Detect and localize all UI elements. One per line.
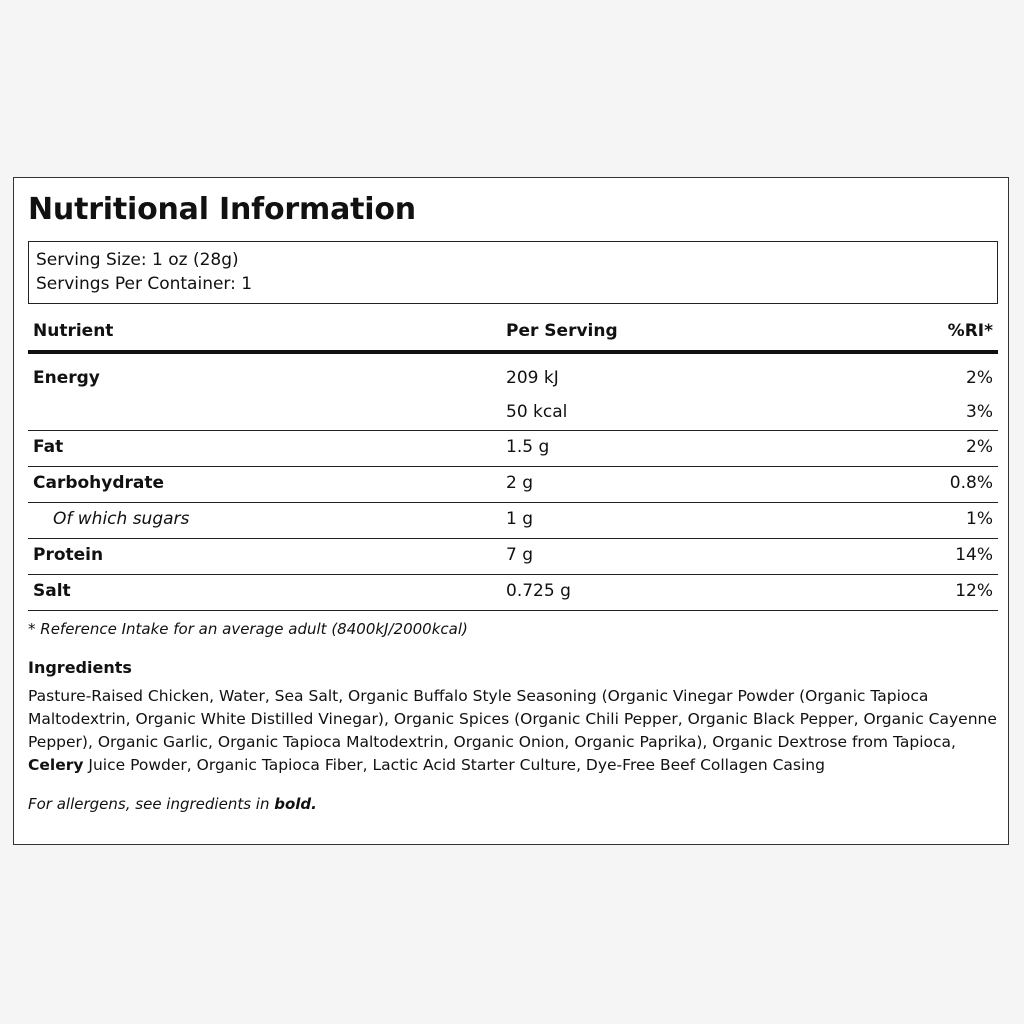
ingredients-line xyxy=(28,754,993,777)
table-row-sugars xyxy=(28,503,998,539)
table-row-protein xyxy=(28,539,998,575)
ingredients-line: Pasture-Raised Chicken, Water, Sea Salt, Organic Buffalo Style Seasoning (Organic Vinegar Powder (Organic Tapioca xyxy=(28,687,929,705)
allergen-note-bold: bold. xyxy=(274,795,317,813)
nutrient-ri: 12% xyxy=(955,581,993,601)
nutrition-table xyxy=(28,315,998,611)
table-row-salt xyxy=(28,575,998,611)
nutrient-per-serving: 1.5 g xyxy=(506,437,550,457)
ingredients-heading: Ingredients xyxy=(28,658,132,677)
nutrient-ri: 1% xyxy=(966,509,993,529)
nutrient-per-serving: 2 g xyxy=(506,473,534,493)
ingredients-text xyxy=(28,685,997,777)
table-row-fat xyxy=(28,431,998,467)
table-header xyxy=(28,315,998,354)
table-row-carbohydrate xyxy=(28,467,998,503)
allergen-note xyxy=(28,795,317,813)
reference-intake-footnote: * Reference Intake for an average adult (8400kJ/2000kcal) xyxy=(28,620,468,638)
serving-size: Serving Size: 1 oz (28g) xyxy=(36,250,239,270)
nutrient-ri: 0.8% xyxy=(949,473,993,493)
nutrient-name: Of which sugars xyxy=(53,509,190,529)
nutrient-per-serving: 7 g xyxy=(506,545,534,565)
ingredients-line: Pepper), Organic Garlic, Organic Tapioca Maltodextrin, Organic Onion, Organic Paprika), Organic Dextrose from Tapioca, xyxy=(28,733,956,751)
header-per-serving: Per Serving xyxy=(506,321,618,341)
ingredients-line-rest: Juice Powder, Organic Tapioca Fiber, Lactic Acid Starter Culture, Dye-Free Beef Collagen Casing xyxy=(83,756,825,774)
table-row-energy xyxy=(28,354,998,431)
page-title: Nutritional Information xyxy=(28,192,416,227)
allergen-note-prefix: For allergens, see ingredients in xyxy=(28,795,275,813)
nutrient-ri: 14% xyxy=(955,545,993,565)
nutrient-name: Fat xyxy=(33,437,64,457)
nutrient-per-serving: 1 g xyxy=(506,509,534,529)
energy-kj: 209 kJ xyxy=(506,368,559,388)
header-nutrient: Nutrient xyxy=(33,321,114,341)
nutrient-per-serving: 0.725 g xyxy=(506,581,571,601)
header-ri: %RI* xyxy=(947,321,993,341)
nutrition-panel xyxy=(13,177,1009,845)
energy-label: Energy xyxy=(33,368,100,388)
energy-kj-ri: 2% xyxy=(966,368,993,388)
nutrient-name: Salt xyxy=(33,581,71,601)
allergen-celery: Celery xyxy=(28,756,84,774)
serving-info-box xyxy=(28,241,998,304)
servings-per-container: Servings Per Container: 1 xyxy=(36,274,253,294)
nutrient-ri: 2% xyxy=(966,437,993,457)
nutrient-name: Protein xyxy=(33,545,104,565)
energy-kcal-ri: 3% xyxy=(966,402,993,422)
ingredients-line: Maltodextrin, Organic White Distilled Vinegar), Organic Spices (Organic Chili Pepper, Organic Black Pepper, Organic Cayenne xyxy=(28,710,997,728)
energy-kcal: 50 kcal xyxy=(506,402,568,422)
nutrient-name: Carbohydrate xyxy=(33,473,165,493)
